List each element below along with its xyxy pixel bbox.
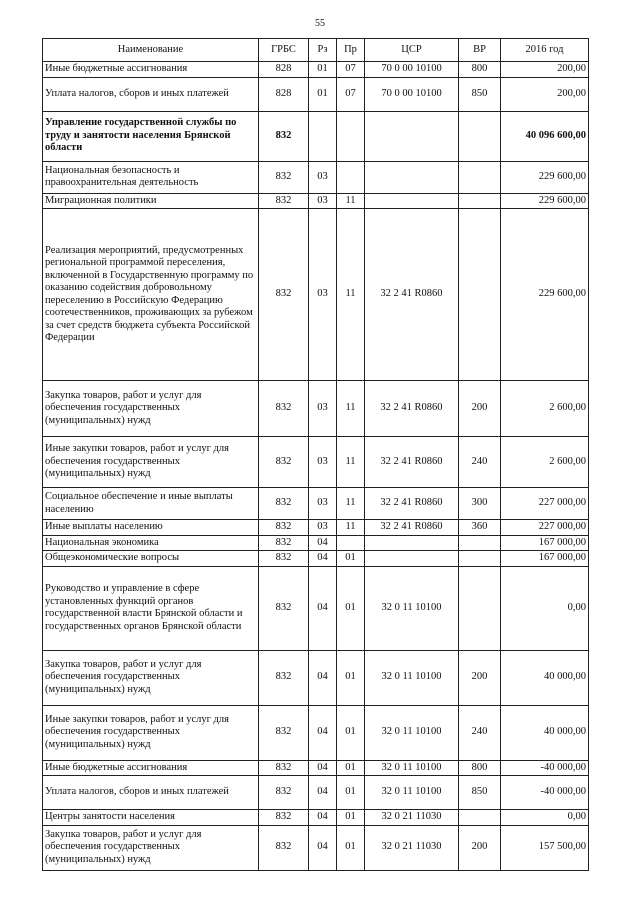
cell-vr: 200 bbox=[459, 825, 501, 870]
cell-amount: 229 600,00 bbox=[501, 161, 589, 193]
cell-csr: 32 0 21 11030 bbox=[365, 825, 459, 870]
cell-csr: 32 0 11 10100 bbox=[365, 650, 459, 705]
cell-grbs: 832 bbox=[259, 650, 309, 705]
cell-grbs: 832 bbox=[259, 705, 309, 760]
cell-name: Управление государственной службы по труду и занятости населения Брянской области bbox=[43, 111, 259, 161]
cell-csr: 32 0 11 10100 bbox=[365, 776, 459, 810]
cell-amount: 157 500,00 bbox=[501, 825, 589, 870]
table-row bbox=[43, 111, 589, 161]
cell-rz: 04 bbox=[309, 535, 337, 551]
cell-vr: 850 bbox=[459, 77, 501, 111]
cell-pr: 07 bbox=[337, 77, 365, 111]
table-row bbox=[43, 760, 589, 776]
cell-vr bbox=[459, 111, 501, 161]
cell-amount: 0,00 bbox=[501, 566, 589, 650]
cell-vr: 850 bbox=[459, 776, 501, 810]
cell-grbs: 832 bbox=[259, 535, 309, 551]
cell-pr: 01 bbox=[337, 825, 365, 870]
cell-csr: 32 0 11 10100 bbox=[365, 760, 459, 776]
cell-vr: 300 bbox=[459, 488, 501, 520]
cell-grbs: 828 bbox=[259, 62, 309, 78]
cell-rz: 03 bbox=[309, 209, 337, 381]
cell-amount: 0,00 bbox=[501, 810, 589, 826]
cell-name: Уплата налогов, сборов и иных платежей bbox=[43, 77, 259, 111]
cell-grbs: 832 bbox=[259, 566, 309, 650]
cell-rz: 01 bbox=[309, 77, 337, 111]
cell-rz: 04 bbox=[309, 760, 337, 776]
cell-rz: 03 bbox=[309, 381, 337, 437]
table-row bbox=[43, 776, 589, 810]
table-row bbox=[43, 551, 589, 567]
cell-csr bbox=[365, 161, 459, 193]
cell-grbs: 832 bbox=[259, 193, 309, 209]
cell-pr: 07 bbox=[337, 62, 365, 78]
cell-grbs: 832 bbox=[259, 111, 309, 161]
cell-vr: 360 bbox=[459, 520, 501, 536]
cell-grbs: 832 bbox=[259, 209, 309, 381]
cell-csr: 32 0 21 11030 bbox=[365, 810, 459, 826]
cell-csr: 32 2 41 R0860 bbox=[365, 381, 459, 437]
cell-name: Закупка товаров, работ и услуг для обеспечения государственных (муниципальных) нужд bbox=[43, 381, 259, 437]
table-row bbox=[43, 161, 589, 193]
cell-amount: 40 096 600,00 bbox=[501, 111, 589, 161]
cell-pr: 11 bbox=[337, 437, 365, 488]
cell-csr: 32 2 41 R0860 bbox=[365, 209, 459, 381]
cell-rz: 03 bbox=[309, 437, 337, 488]
cell-pr: 01 bbox=[337, 810, 365, 826]
cell-vr: 800 bbox=[459, 760, 501, 776]
cell-amount: 229 600,00 bbox=[501, 209, 589, 381]
header-rz: Рз bbox=[309, 39, 337, 62]
cell-pr: 01 bbox=[337, 776, 365, 810]
table-row bbox=[43, 62, 589, 78]
cell-amount: 40 000,00 bbox=[501, 650, 589, 705]
table-row bbox=[43, 381, 589, 437]
cell-vr bbox=[459, 566, 501, 650]
cell-vr: 800 bbox=[459, 62, 501, 78]
table-row bbox=[43, 520, 589, 536]
table-row bbox=[43, 650, 589, 705]
header-vr: ВР bbox=[459, 39, 501, 62]
cell-name: Иные закупки товаров, работ и услуг для обеспечения государственных (муниципальных) нужд bbox=[43, 705, 259, 760]
cell-vr: 200 bbox=[459, 650, 501, 705]
cell-csr: 70 0 00 10100 bbox=[365, 77, 459, 111]
cell-csr: 32 2 41 R0860 bbox=[365, 437, 459, 488]
cell-amount: 167 000,00 bbox=[501, 551, 589, 567]
header-name: Наименование bbox=[43, 39, 259, 62]
cell-amount: 40 000,00 bbox=[501, 705, 589, 760]
table-row bbox=[43, 810, 589, 826]
cell-pr: 11 bbox=[337, 209, 365, 381]
cell-grbs: 832 bbox=[259, 825, 309, 870]
cell-rz: 04 bbox=[309, 776, 337, 810]
cell-grbs: 832 bbox=[259, 161, 309, 193]
cell-name: Уплата налогов, сборов и иных платежей bbox=[43, 776, 259, 810]
cell-pr: 11 bbox=[337, 381, 365, 437]
cell-name: Иные закупки товаров, работ и услуг для обеспечения государственных (муниципальных) нужд bbox=[43, 437, 259, 488]
cell-pr: 01 bbox=[337, 551, 365, 567]
cell-grbs: 828 bbox=[259, 77, 309, 111]
cell-grbs: 832 bbox=[259, 520, 309, 536]
cell-grbs: 832 bbox=[259, 488, 309, 520]
table-row bbox=[43, 488, 589, 520]
cell-csr bbox=[365, 535, 459, 551]
cell-rz: 04 bbox=[309, 810, 337, 826]
header-csr: ЦСР bbox=[365, 39, 459, 62]
table-row bbox=[43, 77, 589, 111]
cell-name: Общеэкономические вопросы bbox=[43, 551, 259, 567]
cell-rz: 04 bbox=[309, 825, 337, 870]
cell-grbs: 832 bbox=[259, 551, 309, 567]
cell-grbs: 832 bbox=[259, 810, 309, 826]
cell-amount: 200,00 bbox=[501, 77, 589, 111]
table-row bbox=[43, 209, 589, 381]
cell-amount: 167 000,00 bbox=[501, 535, 589, 551]
page-number: 55 bbox=[315, 18, 325, 29]
cell-rz: 03 bbox=[309, 488, 337, 520]
cell-name: Социальное обеспечение и иные выплаты населению bbox=[43, 488, 259, 520]
cell-name: Иные выплаты населению bbox=[43, 520, 259, 536]
cell-csr: 32 2 41 R0860 bbox=[365, 488, 459, 520]
cell-rz: 04 bbox=[309, 705, 337, 760]
table-row bbox=[43, 535, 589, 551]
cell-vr bbox=[459, 535, 501, 551]
cell-vr bbox=[459, 161, 501, 193]
budget-table bbox=[42, 38, 589, 871]
table-row bbox=[43, 193, 589, 209]
cell-name: Реализация мероприятий, предусмотренных региональной программой переселения, включенной в Государственную программу по оказанию содействия добровольному переселению в Российскую Федерацию соотечественников, проживающих за рубежом за счет средств бюджета субъекта Российской Федерации bbox=[43, 209, 259, 381]
header-pr: Пр bbox=[337, 39, 365, 62]
cell-amount: 200,00 bbox=[501, 62, 589, 78]
cell-pr: 11 bbox=[337, 520, 365, 536]
cell-grbs: 832 bbox=[259, 437, 309, 488]
cell-name: Национальная безопасность и правоохранительная деятельность bbox=[43, 161, 259, 193]
cell-csr bbox=[365, 111, 459, 161]
cell-rz: 03 bbox=[309, 161, 337, 193]
cell-pr: 01 bbox=[337, 650, 365, 705]
cell-amount: 227 000,00 bbox=[501, 520, 589, 536]
table-row bbox=[43, 566, 589, 650]
cell-name: Миграционная политики bbox=[43, 193, 259, 209]
cell-csr: 32 2 41 R0860 bbox=[365, 520, 459, 536]
cell-pr: 01 bbox=[337, 705, 365, 760]
cell-csr: 70 0 00 10100 bbox=[365, 62, 459, 78]
cell-csr: 32 0 11 10100 bbox=[365, 566, 459, 650]
cell-amount: -40 000,00 bbox=[501, 760, 589, 776]
cell-vr bbox=[459, 193, 501, 209]
table-header-row bbox=[43, 39, 589, 62]
cell-amount: 229 600,00 bbox=[501, 193, 589, 209]
cell-name: Центры занятости населения bbox=[43, 810, 259, 826]
cell-rz: 03 bbox=[309, 193, 337, 209]
cell-pr: 01 bbox=[337, 760, 365, 776]
header-grbs: ГРБС bbox=[259, 39, 309, 62]
cell-vr bbox=[459, 551, 501, 567]
cell-csr: 32 0 11 10100 bbox=[365, 705, 459, 760]
cell-vr: 240 bbox=[459, 705, 501, 760]
cell-pr bbox=[337, 161, 365, 193]
cell-pr bbox=[337, 535, 365, 551]
header-year: 2016 год bbox=[501, 39, 589, 62]
cell-csr bbox=[365, 551, 459, 567]
cell-rz: 04 bbox=[309, 650, 337, 705]
cell-amount: 2 600,00 bbox=[501, 381, 589, 437]
cell-pr: 11 bbox=[337, 488, 365, 520]
cell-name: Закупка товаров, работ и услуг для обеспечения государственных (муниципальных) нужд bbox=[43, 825, 259, 870]
cell-pr bbox=[337, 111, 365, 161]
cell-name: Руководство и управление в сфере установленных функций органов государственной власти Брянской области и государственных органов Брянской области bbox=[43, 566, 259, 650]
cell-amount: 2 600,00 bbox=[501, 437, 589, 488]
cell-grbs: 832 bbox=[259, 381, 309, 437]
table-row bbox=[43, 437, 589, 488]
cell-csr bbox=[365, 193, 459, 209]
cell-vr bbox=[459, 810, 501, 826]
cell-name: Иные бюджетные ассигнования bbox=[43, 760, 259, 776]
cell-vr: 200 bbox=[459, 381, 501, 437]
cell-grbs: 832 bbox=[259, 760, 309, 776]
cell-rz: 04 bbox=[309, 551, 337, 567]
cell-amount: -40 000,00 bbox=[501, 776, 589, 810]
table-row bbox=[43, 825, 589, 870]
cell-amount: 227 000,00 bbox=[501, 488, 589, 520]
cell-grbs: 832 bbox=[259, 776, 309, 810]
cell-rz: 01 bbox=[309, 62, 337, 78]
cell-name: Национальная экономика bbox=[43, 535, 259, 551]
cell-name: Закупка товаров, работ и услуг для обеспечения государственных (муниципальных) нужд bbox=[43, 650, 259, 705]
cell-pr: 01 bbox=[337, 566, 365, 650]
cell-vr: 240 bbox=[459, 437, 501, 488]
cell-rz: 04 bbox=[309, 566, 337, 650]
table-row bbox=[43, 705, 589, 760]
cell-pr: 11 bbox=[337, 193, 365, 209]
cell-rz: 03 bbox=[309, 520, 337, 536]
cell-vr bbox=[459, 209, 501, 381]
cell-rz bbox=[309, 111, 337, 161]
cell-name: Иные бюджетные ассигнования bbox=[43, 62, 259, 78]
